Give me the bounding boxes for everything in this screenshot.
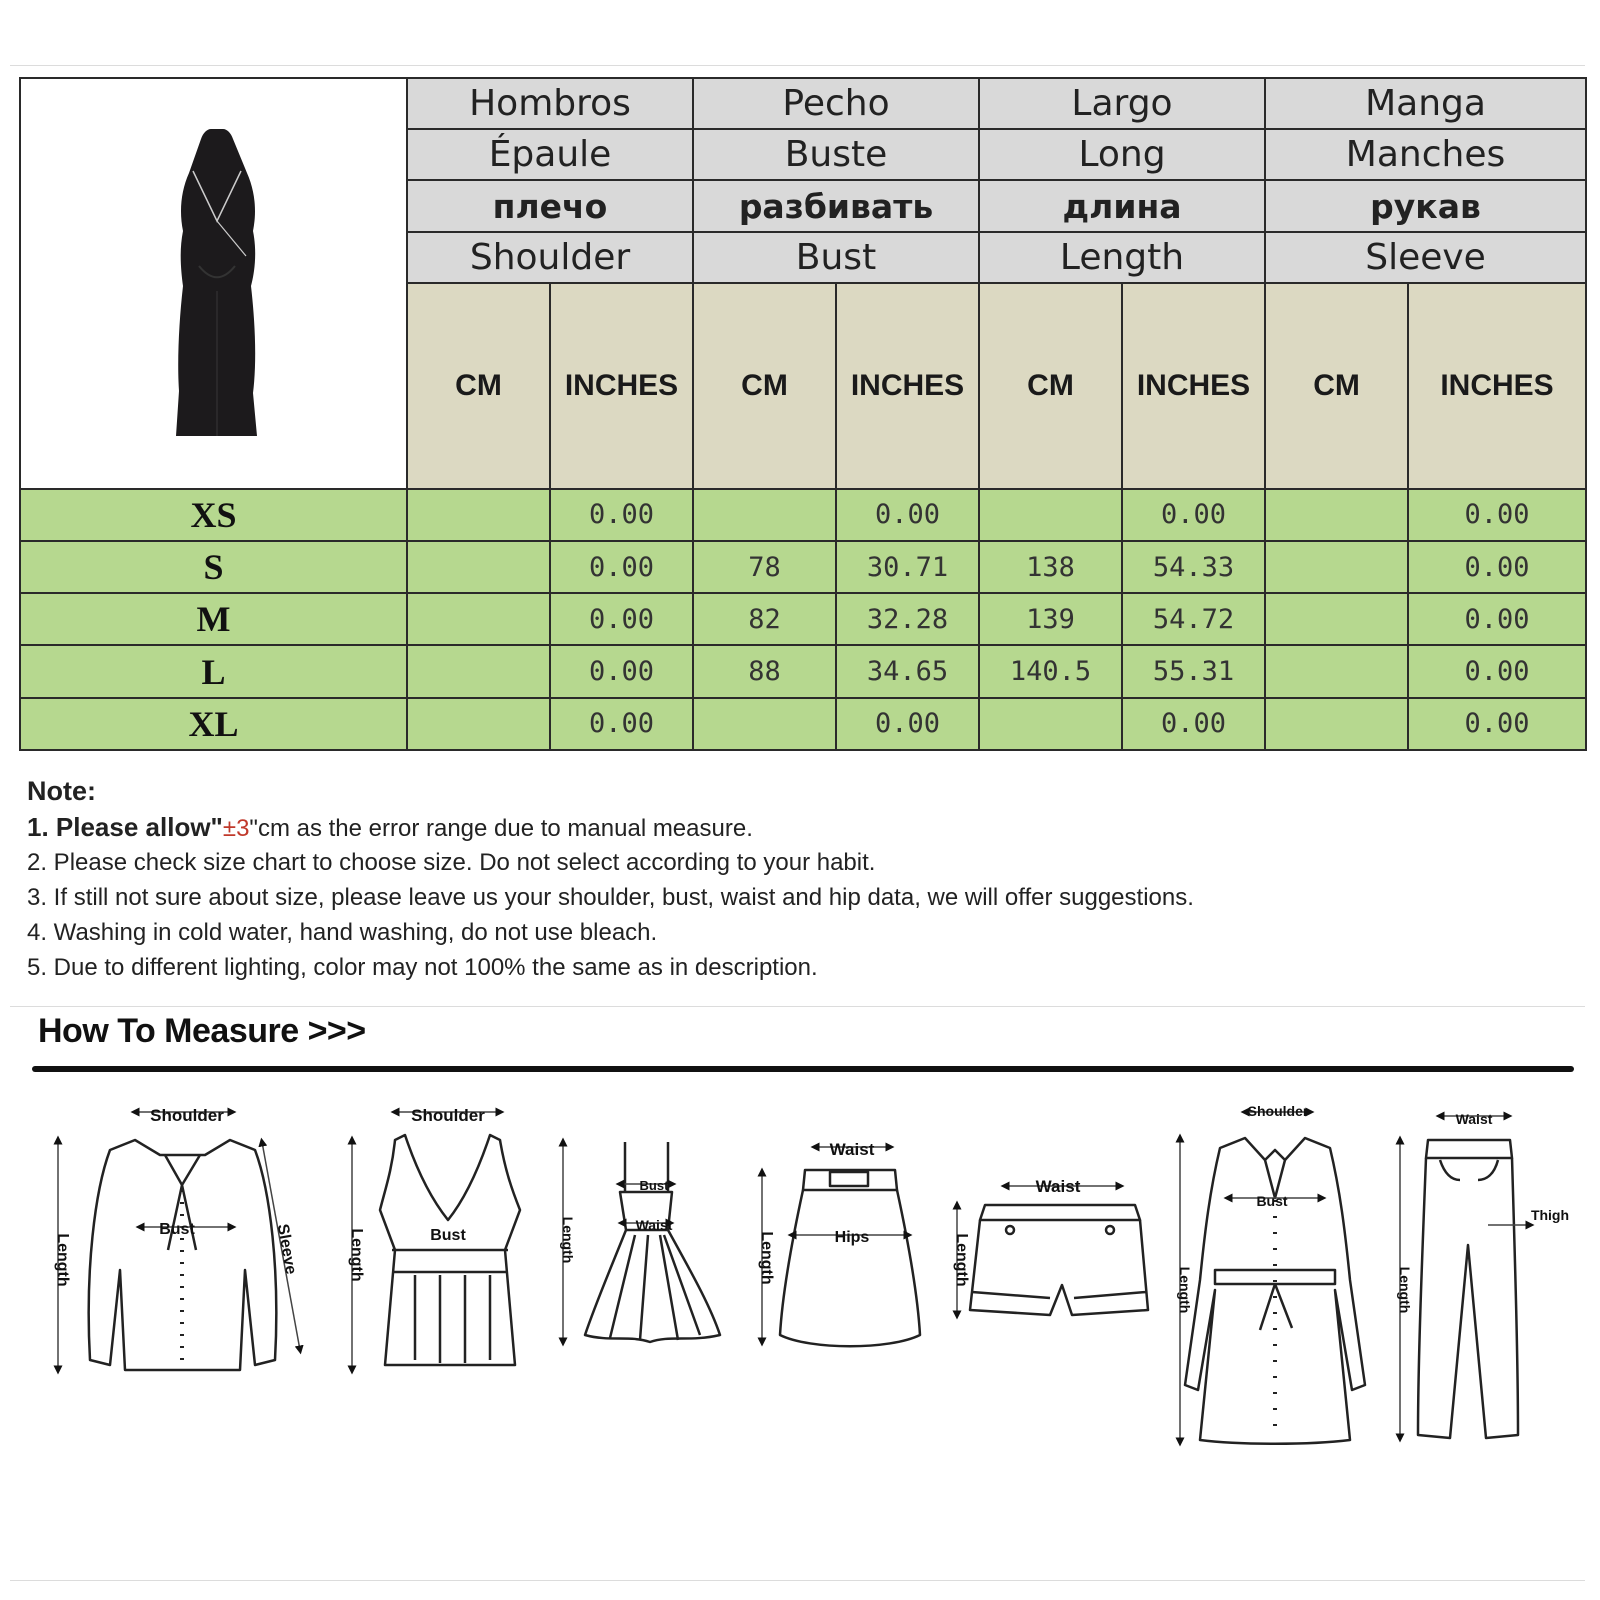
- figure-label: Bust: [639, 1178, 669, 1193]
- table-cell: [1265, 645, 1408, 697]
- size-chart-table: [19, 77, 1587, 751]
- figure-label: Bust: [1256, 1193, 1288, 1209]
- skirt-measure-icon: [762, 1147, 920, 1346]
- table-cell: 0.00: [550, 541, 693, 593]
- table-cell: 54.33: [1122, 541, 1265, 593]
- figure-label: Hips: [834, 1229, 870, 1246]
- table-cell: 82: [693, 593, 836, 645]
- figure-label: Length: [1397, 1266, 1413, 1314]
- note-line-5: 5. Due to different lighting, color may not 100% the same as in description.: [27, 954, 818, 981]
- note-line-2: 2. Please check size chart to choose size. Do not select according to your habit.: [27, 849, 876, 876]
- table-cell: 0.00: [1122, 489, 1265, 541]
- unit-label: INCHES: [1122, 283, 1265, 489]
- trench-coat-measure-icon: [1180, 1112, 1365, 1444]
- table-cell: 138: [979, 541, 1122, 593]
- how-to-measure-title: How To Measure >>>: [38, 1012, 366, 1050]
- table-cell: 54.72: [1122, 593, 1265, 645]
- table-cell: 0.00: [1408, 489, 1586, 541]
- header-row-spanish: [20, 78, 1586, 129]
- unit-label: INCHES: [1408, 283, 1586, 489]
- header-bust-ru: разбивать: [693, 180, 979, 231]
- unit-label: CM: [407, 283, 550, 489]
- header-shoulder-en: Shoulder: [407, 232, 693, 283]
- table-cell: [693, 489, 836, 541]
- figure-label: Length: [54, 1233, 71, 1287]
- header-shoulder-ru: плечо: [407, 180, 693, 231]
- black-halter-maxi-dress-image: [21, 81, 407, 481]
- unit-label: INCHES: [836, 283, 979, 489]
- figure-label: Waist: [1035, 1177, 1081, 1196]
- size-label: XS: [20, 489, 407, 541]
- section-rule: [32, 1066, 1574, 1072]
- sundress-measure-icon: [563, 1142, 720, 1342]
- table-cell: [407, 489, 550, 541]
- header-length-ru: длина: [979, 180, 1265, 231]
- figure-label: Bust: [430, 1227, 466, 1244]
- table-cell: [979, 698, 1122, 750]
- notes-title: Note:: [27, 776, 96, 806]
- table-cell: 0.00: [550, 593, 693, 645]
- table-cell: [1265, 541, 1408, 593]
- size-row-l: [20, 645, 1586, 697]
- size-label: M: [20, 593, 407, 645]
- figure-label: Waist: [829, 1140, 875, 1159]
- table-cell: 32.28: [836, 593, 979, 645]
- shorts-measure-icon: [957, 1186, 1148, 1315]
- figure-label: Thigh: [1530, 1207, 1570, 1223]
- table-cell: [979, 489, 1122, 541]
- figure-label: Bust: [159, 1221, 195, 1238]
- table-cell: [407, 645, 550, 697]
- table-cell: 88: [693, 645, 836, 697]
- figure-label: Sleeve: [273, 1222, 300, 1276]
- table-cell: 0.00: [836, 698, 979, 750]
- table-cell: 0.00: [1122, 698, 1265, 750]
- header-sleeve-ru: рукав: [1265, 180, 1586, 231]
- table-cell: 0.00: [1408, 698, 1586, 750]
- size-row-xs: [20, 489, 1586, 541]
- header-shoulder-fr: Épaule: [407, 129, 693, 180]
- figure-label: Shoulder: [411, 1106, 485, 1125]
- size-label: XL: [20, 698, 407, 750]
- table-cell: 30.71: [836, 541, 979, 593]
- header-length-fr: Long: [979, 129, 1265, 180]
- table-cell: 34.65: [836, 645, 979, 697]
- unit-label: CM: [1265, 283, 1408, 489]
- header-bust-es: Pecho: [693, 78, 979, 129]
- table-cell: 0.00: [1408, 593, 1586, 645]
- figure-label: Length: [348, 1228, 365, 1282]
- table-cell: [407, 541, 550, 593]
- table-cell: [1265, 489, 1408, 541]
- unit-label: CM: [693, 283, 836, 489]
- note-1-rest: "cm as the error range due to manual measure.: [249, 815, 753, 842]
- header-length-es: Largo: [979, 78, 1265, 129]
- table-cell: 0.00: [550, 645, 693, 697]
- figure-label: Waist: [635, 1217, 673, 1233]
- header-bust-fr: Buste: [693, 129, 979, 180]
- table-cell: [1265, 698, 1408, 750]
- how-to-measure-figures: [0, 1080, 1600, 1480]
- table-cell: 78: [693, 541, 836, 593]
- size-row-m: [20, 593, 1586, 645]
- table-cell: [1265, 593, 1408, 645]
- figure-label: Length: [1177, 1266, 1193, 1314]
- table-cell: 0.00: [550, 489, 693, 541]
- note-1-tolerance: ±3: [222, 815, 250, 842]
- figure-label: Length: [560, 1216, 576, 1264]
- size-label: S: [20, 541, 407, 593]
- unit-label: CM: [979, 283, 1122, 489]
- figure-label: Length: [953, 1233, 970, 1287]
- header-bust-en: Bust: [693, 232, 979, 283]
- note-line-4: 4. Washing in cold water, hand washing, do not use bleach.: [27, 919, 658, 946]
- figure-label: Length: [758, 1231, 775, 1285]
- size-row-s: [20, 541, 1586, 593]
- figure-label: Shoulder: [1247, 1103, 1309, 1119]
- header-shoulder-es: Hombros: [407, 78, 693, 129]
- trousers-measure-icon: [1400, 1116, 1530, 1438]
- notes-section: [27, 772, 1547, 985]
- header-sleeve-en: Sleeve: [1265, 232, 1586, 283]
- table-cell: [407, 698, 550, 750]
- table-cell: 0.00: [550, 698, 693, 750]
- header-sleeve-fr: Manches: [1265, 129, 1586, 180]
- table-cell: 0.00: [1408, 645, 1586, 697]
- figure-label: Shoulder: [150, 1106, 224, 1125]
- table-cell: 0.00: [1408, 541, 1586, 593]
- note-line-1: [27, 810, 1547, 845]
- table-cell: 55.31: [1122, 645, 1265, 697]
- note-line-3: 3. If still not sure about size, please leave us your shoulder, bust, waist and hip data, we will offer suggestions.: [27, 884, 1194, 911]
- unit-label: INCHES: [550, 283, 693, 489]
- product-photo-cell: [20, 78, 407, 489]
- size-label: L: [20, 645, 407, 697]
- table-cell: 0.00: [836, 489, 979, 541]
- header-length-en: Length: [979, 232, 1265, 283]
- table-cell: 139: [979, 593, 1122, 645]
- figure-label: Waist: [1455, 1111, 1493, 1127]
- note-1-bold: 1. Please allow": [27, 812, 223, 842]
- header-sleeve-es: Manga: [1265, 78, 1586, 129]
- table-cell: 140.5: [979, 645, 1122, 697]
- blouse-measure-icon: [58, 1112, 300, 1370]
- table-cell: [407, 593, 550, 645]
- size-row-xl: [20, 698, 1586, 750]
- table-cell: [693, 698, 836, 750]
